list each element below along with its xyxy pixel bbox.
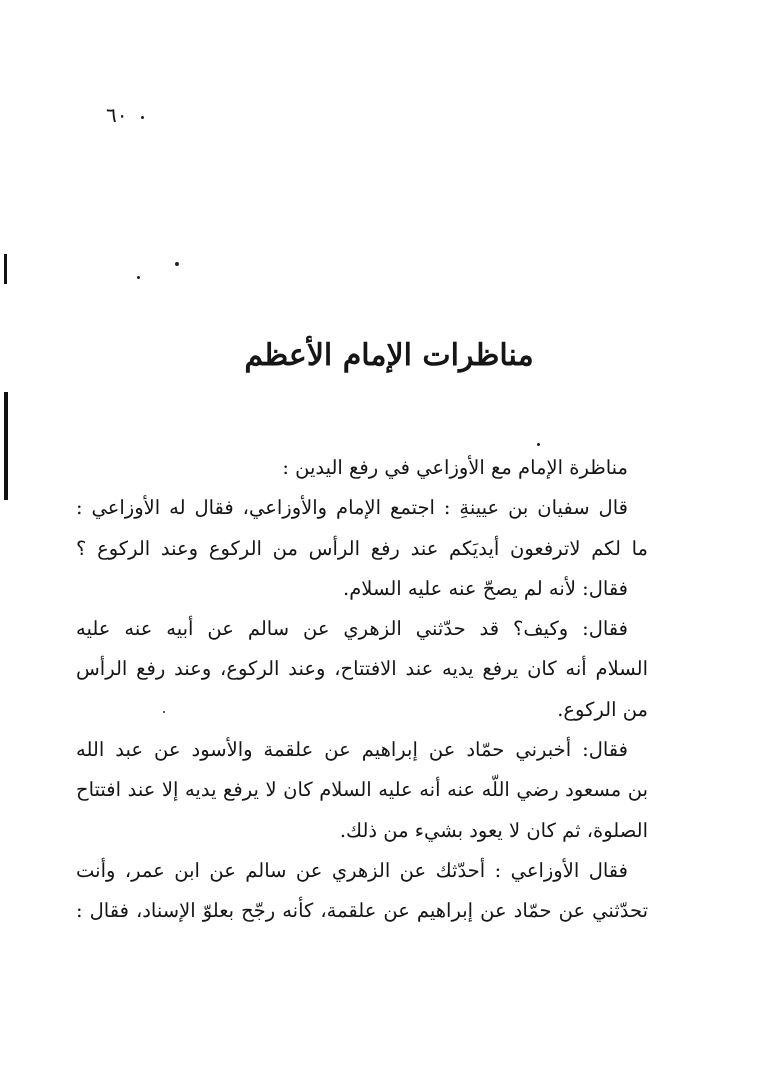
- text-line: قال سفيان بن عيينةِ : اجتمع الإمام والأوزاعي، فقال له الأوزاعي :: [76, 496, 628, 520]
- text-block: [76, 448, 648, 932]
- text-line: السلام أنه كان يرفع يديه عند الافتتاح، وعند الركوع، وعند رفع الرأس: [76, 657, 648, 681]
- text-line: فقال: أخبرني حمّاد عن إبراهيم عن علقمة والأسود عن عبد الله: [76, 738, 628, 762]
- page-number: ٦٠: [106, 103, 128, 127]
- text-line: ما لكم لاترفعون أيديَكم عند رفع الرأس من الركوع وعند الركوع ؟: [76, 536, 648, 560]
- text-line: فقال الأوزاعي : أحدّثك عن الزهري عن سالم عن ابن عمر، وأنت: [76, 858, 628, 882]
- subheading: مناظرة الإمام مع الأوزاعي في رفع اليدين :: [282, 456, 628, 479]
- text-line: الصلوة، ثم كان لا يعود بشيء من ذلك.: [339, 818, 648, 842]
- page-title: مناظرات الإمام الأعظم: [244, 338, 534, 373]
- text-line: فقال: لأنه لم يصحّ عنه عليه السلام.: [343, 576, 628, 600]
- text-line: من الركوع.: [557, 697, 648, 721]
- speck-near-subheading: [537, 443, 540, 446]
- speck-top: [141, 116, 144, 119]
- text-line: بن مسعود رضي اللّه عنه أنه عليه السلام كان لا يرفع يديه إلا عند افتتاح: [76, 778, 648, 802]
- text-line: فقال: وكيف؟ قد حدّثني الزهري عن سالم عن أبيه عنه عليه: [76, 617, 628, 641]
- scan-edge-mark-lower: [4, 392, 8, 500]
- scan-edge-mark-upper: [4, 254, 7, 284]
- speck-upper-left: [175, 262, 179, 266]
- speck-left: [137, 276, 140, 279]
- text-line: تحدّثني عن حمّاد عن إبراهيم عن علقمة، كأنه رجّح بعلوّ الإسناد، فقال :: [76, 899, 648, 923]
